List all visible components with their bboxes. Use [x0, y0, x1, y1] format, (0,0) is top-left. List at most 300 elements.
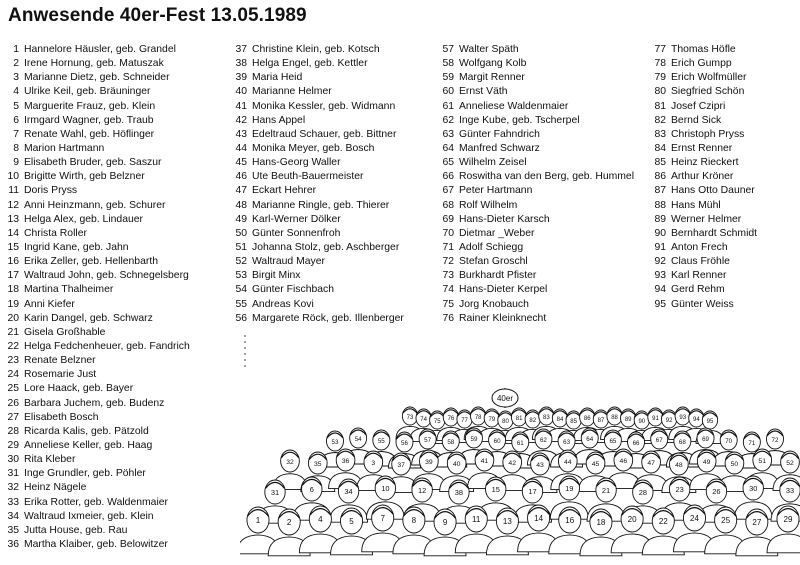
attendee-name: Siegfried Schön — [671, 86, 745, 98]
attendee-name: Dietmar _Weber — [459, 227, 535, 239]
attendee-number: 10 — [7, 171, 19, 183]
person-number: 7 — [380, 514, 385, 523]
person-number: 65 — [609, 438, 617, 445]
attendee-row — [228, 227, 404, 241]
attendee-name: Gerd Rehm — [671, 284, 725, 296]
attendee-name: Karl Renner — [671, 270, 727, 282]
person-number: 60 — [493, 438, 501, 445]
attendee-row — [0, 382, 190, 396]
attendee-name: Inge Kube, geb. Tscherpel — [459, 114, 580, 126]
attendee-number: 82 — [654, 114, 666, 126]
person-number: 57 — [424, 437, 432, 444]
attendee-name: Monika Meyer, geb. Bosch — [252, 142, 375, 154]
person-number: 74 — [420, 417, 427, 423]
person-number: 54 — [354, 436, 362, 443]
attendee-name: Inge Grundler, geb. Pöhler — [24, 468, 146, 480]
person-number: 45 — [591, 461, 600, 468]
attendee-number: 6 — [13, 114, 19, 126]
attendee-name: Waltraud Mayer — [252, 256, 325, 268]
attendee-name: Irene Hornung, geb. Matuszak — [24, 58, 164, 70]
attendee-number: 26 — [7, 397, 19, 409]
attendee-name: Ricarda Kalis, geb. Pätzold — [24, 425, 149, 437]
attendee-row — [647, 227, 757, 241]
attendee-number: 78 — [654, 58, 666, 70]
attendee-number: 85 — [654, 157, 666, 169]
person-number: 88 — [611, 415, 618, 421]
attendee-row — [435, 213, 634, 227]
attendee-number: 91 — [654, 241, 666, 253]
attendee-number: 1 — [13, 44, 19, 55]
attendee-row — [647, 241, 757, 255]
attendee-row — [647, 170, 757, 184]
attendee-number: 18 — [7, 284, 19, 296]
attendee-name: Marianne Helmer — [252, 86, 332, 98]
attendee-number: 55 — [235, 298, 247, 310]
person-number: 51 — [758, 458, 767, 465]
attendee-row — [647, 71, 757, 85]
attendee-row — [0, 85, 190, 99]
attendee-name: Anni Heinzmann, geb. Schurer — [24, 199, 166, 211]
attendee-number: 29 — [7, 439, 19, 451]
attendee-name: Marianne Ringle, geb. Thierer — [252, 199, 390, 211]
attendee-number: 4 — [13, 86, 19, 98]
attendee-name: Hans-Dieter Karsch — [459, 213, 550, 225]
attendee-row — [0, 170, 190, 184]
attendee-number: 51 — [235, 241, 247, 253]
attendee-number: 57 — [442, 44, 454, 55]
attendee-row — [647, 213, 757, 227]
attendee-number: 49 — [235, 213, 247, 225]
attendee-number: 9 — [13, 157, 19, 169]
person-number: 62 — [539, 437, 547, 444]
attendee-row — [435, 43, 634, 57]
person-number: 70 — [725, 438, 733, 445]
person-number: 81 — [515, 416, 523, 422]
attendee-name: Hannelore Häusler, geb. Grandel — [24, 44, 176, 55]
attendee-name: Andreas Kovi — [252, 298, 314, 310]
attendee-row — [435, 128, 634, 142]
person-number: 30 — [749, 484, 758, 493]
person-number: 91 — [652, 416, 659, 422]
person-number: 33 — [785, 486, 795, 495]
person-number: 76 — [447, 416, 455, 422]
attendee-number: 63 — [442, 128, 454, 140]
attendee-row — [228, 269, 404, 283]
page-title: Anwesende 40er-Fest 13.05.1989 — [8, 5, 307, 26]
attendee-row — [435, 114, 634, 128]
attendee-row — [647, 269, 757, 283]
attendee-row — [228, 199, 404, 213]
attendee-name: Helga Engel, geb. Kettler — [252, 58, 368, 70]
attendee-name: Johanna Stolz, geb. Aschberger — [252, 241, 400, 253]
person-number: 20 — [627, 515, 637, 524]
attendee-name: Hans-Georg Waller — [252, 157, 341, 169]
attendee-row — [228, 255, 404, 269]
person-number: 77 — [461, 418, 468, 424]
attendee-name: Roswitha van den Berg, geb. Hummel — [459, 171, 634, 183]
person-number: 13 — [502, 517, 512, 526]
attendee-row — [0, 269, 190, 283]
person-number: 10 — [381, 484, 390, 493]
attendee-number: 25 — [7, 383, 19, 395]
attendee-row — [0, 184, 190, 198]
attendee-name: Monika Kessler, geb. Widmann — [252, 100, 396, 112]
attendee-name: Christoph Pryss — [671, 128, 745, 140]
attendee-column-1 — [0, 43, 190, 552]
attendee-row — [0, 298, 190, 312]
attendee-name: Jorg Knobauch — [459, 298, 529, 310]
attendee-number: 72 — [442, 256, 454, 268]
person-number: 12 — [418, 486, 427, 495]
attendee-number: 50 — [235, 227, 247, 239]
attendee-row — [228, 142, 404, 156]
person-number: 5 — [349, 517, 354, 526]
attendee-name: Heinz Nägele — [24, 482, 87, 494]
attendee-number: 36 — [7, 538, 19, 550]
attendee-number: 35 — [7, 524, 19, 536]
attendee-name: Marguerite Frauz, geb. Klein — [24, 100, 156, 112]
person-number: 26 — [712, 487, 721, 496]
attendee-name: Martha Klaiber, geb. Belowitzer — [24, 538, 168, 550]
attendee-name: Edeltraud Schauer, geb. Bittner — [252, 128, 397, 140]
attendee-row — [0, 439, 190, 453]
attendee-row — [0, 467, 190, 481]
attendee-row — [435, 184, 634, 198]
attendee-name: Erika Rotter, geb. Waldenmaier — [24, 496, 168, 508]
attendee-name: Bernhardt Schmidt — [671, 227, 758, 239]
attendee-row — [647, 184, 757, 198]
person-number: 28 — [638, 488, 647, 497]
person-number: 95 — [706, 419, 714, 425]
attendee-row — [0, 524, 190, 538]
person-number: 83 — [543, 415, 550, 421]
attendee-name: Hans-Dieter Kerpel — [459, 284, 548, 296]
person-number: 80 — [502, 419, 509, 425]
person-number: 92 — [665, 418, 673, 424]
attendee-number: 23 — [7, 355, 19, 367]
attendee-row — [0, 368, 190, 382]
attendee-row — [435, 71, 634, 85]
person-number: 40 — [452, 461, 461, 468]
person-number: 2 — [286, 518, 292, 527]
person-number: 73 — [406, 415, 414, 421]
person-number: 4 — [318, 515, 323, 524]
person-number: 22 — [658, 517, 668, 526]
attendee-number: 8 — [13, 142, 19, 154]
attendee-row — [228, 283, 404, 297]
attendee-number: 39 — [235, 72, 247, 84]
person-number: 56 — [401, 440, 408, 447]
attendee-number: 14 — [7, 227, 19, 239]
person-number: 84 — [556, 417, 564, 423]
attendee-row — [228, 100, 404, 114]
person-number: 15 — [491, 485, 500, 494]
attendee-name: Claus Fröhle — [671, 256, 730, 268]
attendee-number: 93 — [654, 270, 666, 282]
attendee-name: Rita Kleber — [24, 454, 76, 466]
attendee-number: 13 — [7, 213, 19, 225]
attendee-number: 54 — [235, 284, 247, 296]
attendee-row — [647, 43, 757, 57]
person-number: 89 — [624, 417, 632, 423]
attendee-number: 45 — [235, 157, 247, 169]
attendee-name: Waltraud John, geb. Schnegelsberg — [24, 270, 189, 282]
attendee-number: 76 — [442, 312, 454, 324]
attendee-number: 7 — [13, 128, 19, 140]
person-number: 29 — [783, 515, 793, 524]
attendee-number: 73 — [442, 270, 454, 282]
attendee-name: Martina Thalheimer — [24, 284, 114, 296]
attendee-row — [0, 156, 190, 170]
attendee-number: 19 — [7, 298, 19, 310]
person-number: 14 — [534, 514, 544, 523]
attendee-row — [228, 43, 404, 57]
attendee-row — [435, 227, 634, 241]
attendee-row — [0, 354, 190, 368]
person-number: 16 — [565, 516, 575, 525]
attendee-row — [0, 312, 190, 326]
attendee-row — [0, 57, 190, 71]
attendee-name: Elisabeth Bosch — [24, 411, 99, 423]
attendee-row — [0, 142, 190, 156]
attendee-row — [647, 114, 757, 128]
attendee-number: 70 — [442, 227, 454, 239]
attendee-number: 47 — [235, 185, 247, 197]
attendee-name: Anni Kiefer — [24, 298, 75, 310]
attendee-number: 87 — [654, 185, 666, 197]
attendee-name: Stefan Groschl — [459, 256, 528, 268]
attendee-row — [0, 411, 190, 425]
attendee-row — [228, 312, 404, 326]
person-number: 52 — [786, 460, 794, 467]
attendee-number: 11 — [8, 185, 19, 197]
attendee-number: 56 — [235, 312, 247, 324]
attendee-number: 66 — [442, 171, 454, 183]
attendee-row — [0, 340, 190, 354]
attendee-number: 86 — [654, 171, 666, 183]
attendee-number: 75 — [442, 298, 454, 310]
attendee-row — [228, 298, 404, 312]
attendee-number: 12 — [7, 199, 19, 211]
attendee-number: 22 — [7, 340, 19, 352]
attendee-row — [647, 100, 757, 114]
person-number: 66 — [632, 440, 640, 447]
attendee-number: 59 — [442, 72, 454, 84]
attendee-name: Anneliese Keller, geb. Haag — [24, 439, 153, 451]
attendee-row — [0, 538, 190, 552]
person-number: 46 — [619, 458, 628, 465]
person-number: 78 — [474, 415, 482, 421]
attendee-number: 84 — [654, 142, 666, 154]
attendee-row — [435, 255, 634, 269]
attendee-number: 28 — [7, 425, 19, 437]
person-number: 55 — [377, 438, 385, 445]
attendee-row — [0, 43, 190, 57]
attendee-name: Eckart Hehrer — [252, 185, 317, 197]
attendee-name: Lore Haack, geb. Bayer — [24, 383, 134, 395]
attendee-name: Brigitte Wirth, geb Belzner — [24, 171, 145, 183]
person-number: 72 — [771, 437, 779, 444]
attendee-name: Ute Beuth-Bauermeister — [252, 171, 364, 183]
attendee-name: Ernst Väth — [459, 86, 508, 98]
attendee-number: 3 — [13, 72, 19, 84]
attendee-row — [0, 283, 190, 297]
attendee-number: 40 — [235, 86, 247, 98]
person-number: 43 — [536, 462, 544, 469]
attendee-name: Günter Fischbach — [252, 284, 335, 296]
attendee-name: Ulrike Keil, geb. Bräuninger — [24, 86, 151, 98]
attendee-row — [435, 283, 634, 297]
attendee-row — [0, 128, 190, 142]
person-number: 1 — [255, 516, 261, 525]
attendee-row — [435, 199, 634, 213]
attendee-name: Adolf Schiegg — [459, 241, 524, 253]
attendee-name: Hans Mühl — [671, 199, 721, 211]
attendee-row — [0, 326, 190, 340]
attendee-number: 58 — [442, 58, 454, 70]
attendee-row — [0, 481, 190, 495]
attendee-name: Doris Pryss — [24, 185, 78, 197]
attendee-name: Erich Wolfmüller — [671, 72, 747, 84]
attendee-number: 95 — [654, 298, 666, 310]
attendee-number: 65 — [442, 157, 454, 169]
person-number: 6 — [309, 485, 314, 494]
attendee-name: Karin Dangel, geb. Schwarz — [24, 312, 153, 324]
attendee-number: 2 — [13, 58, 19, 70]
attendee-name: Günter Sonnenfroh — [252, 227, 341, 239]
sign-40er — [492, 388, 518, 408]
attendee-row — [647, 255, 757, 269]
attendee-name: Gisela Großhable — [24, 326, 106, 338]
attendee-number: 38 — [235, 58, 247, 70]
person-figure — [767, 506, 800, 553]
attendee-row — [647, 156, 757, 170]
person-number: 87 — [597, 418, 605, 424]
attendee-row — [0, 241, 190, 255]
attendee-row — [228, 128, 404, 142]
attendee-name: Werner Helmer — [671, 213, 742, 225]
attendee-name: Marion Hartmann — [24, 142, 105, 154]
attendee-number: 74 — [442, 284, 454, 296]
group-sketch — [240, 330, 800, 565]
attendee-row — [0, 114, 190, 128]
attendee-number: 17 — [7, 270, 19, 282]
person-number: 82 — [529, 418, 537, 424]
attendee-row — [435, 142, 634, 156]
attendee-column-2 — [228, 43, 404, 326]
attendee-name: Karl-Werner Dölker — [252, 213, 341, 225]
attendee-name: Günter Weiss — [671, 298, 734, 310]
attendee-number: 81 — [654, 100, 666, 112]
person-number: 21 — [601, 486, 611, 495]
attendee-name: Ingrid Kane, geb. Jahn — [24, 241, 129, 253]
person-number: 58 — [447, 439, 455, 446]
attendee-number: 88 — [654, 199, 666, 211]
attendee-name: Margarete Röck, geb. Illenberger — [252, 312, 404, 324]
attendee-row — [0, 397, 190, 411]
person-number: 34 — [344, 487, 353, 496]
person-number: 44 — [563, 459, 572, 466]
person-number: 61 — [516, 440, 524, 447]
attendee-number: 24 — [7, 369, 19, 381]
person-number: 79 — [488, 417, 496, 423]
person-number: 63 — [563, 439, 571, 446]
attendee-number: 43 — [235, 128, 247, 140]
attendee-name: Christine Klein, geb. Kotsch — [252, 44, 380, 55]
person-number: 32 — [286, 459, 294, 466]
person-number: 18 — [596, 518, 606, 527]
attendee-name: Arthur Kröner — [671, 171, 734, 183]
attendee-row — [228, 170, 404, 184]
attendee-row — [0, 71, 190, 85]
attendee-number: 41 — [235, 100, 247, 112]
attendee-row — [0, 496, 190, 510]
attendee-row — [0, 425, 190, 439]
attendee-column-3 — [435, 43, 634, 326]
attendee-name: Bernd Sick — [671, 114, 722, 126]
attendee-name: Erika Zeller, geb. Hellenbarth — [24, 256, 158, 268]
attendee-number: 77 — [654, 44, 666, 55]
attendee-row — [435, 170, 634, 184]
person-number: 27 — [752, 518, 762, 527]
attendee-row — [647, 298, 757, 312]
attendee-number: 52 — [235, 256, 247, 268]
attendee-row — [0, 100, 190, 114]
attendee-name: Margit Renner — [459, 72, 525, 84]
attendee-number: 67 — [442, 185, 454, 197]
person-number: 25 — [721, 516, 731, 525]
attendee-name: Hans Appel — [252, 114, 306, 126]
attendee-row — [228, 184, 404, 198]
attendee-number: 16 — [7, 256, 19, 268]
person-number: 67 — [655, 437, 663, 444]
attendee-number: 34 — [7, 510, 19, 522]
attendee-name: Josef Czipri — [671, 100, 726, 112]
person-number: 31 — [270, 488, 280, 497]
attendee-number: 46 — [235, 171, 247, 183]
attendee-name: Wolfgang Kolb — [459, 58, 527, 70]
attendee-name: Waltraud Ixmeier, geb. Klein — [24, 510, 154, 522]
attendee-name: Hans Otto Dauner — [671, 185, 755, 197]
attendee-row — [0, 453, 190, 467]
attendee-name: Birgit Minx — [252, 270, 301, 282]
attendee-row — [0, 255, 190, 269]
attendee-row — [435, 100, 634, 114]
attendee-name: Thomas Höfle — [671, 44, 736, 55]
attendee-name: Rainer Kleinknecht — [459, 312, 547, 324]
person-number: 93 — [679, 415, 687, 421]
person-number: 50 — [730, 461, 739, 468]
attendee-number: 33 — [7, 496, 19, 508]
attendee-name: Irmgard Wagner, geb. Traub — [24, 114, 154, 126]
attendee-name: Renate Wahl, geb. Höflinger — [24, 128, 155, 140]
attendee-number: 89 — [654, 213, 666, 225]
attendee-name: Christa Roller — [24, 227, 87, 239]
attendee-row — [0, 213, 190, 227]
attendee-row — [0, 510, 190, 524]
person-number: 19 — [565, 484, 574, 493]
person-number: 9 — [442, 518, 448, 527]
attendee-row — [228, 156, 404, 170]
attendee-row — [0, 227, 190, 241]
person-number: 85 — [570, 419, 577, 425]
attendee-row — [647, 57, 757, 71]
attendee-row — [435, 241, 634, 255]
attendee-number: 42 — [235, 114, 247, 126]
attendee-number: 79 — [654, 72, 666, 84]
attendee-number: 32 — [7, 482, 19, 494]
person-number: 86 — [583, 416, 591, 422]
